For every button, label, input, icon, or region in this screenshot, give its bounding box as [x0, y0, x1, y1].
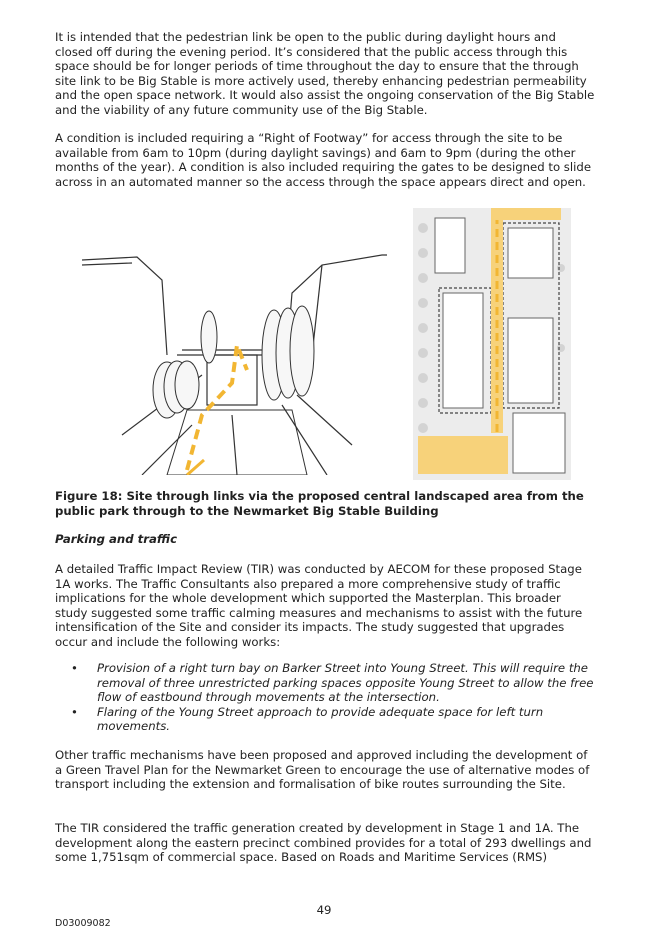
list-item: • Flaring of the Young Street approach to provide adequate space for left turn movements.: [71, 704, 544, 734]
paragraph-right-of-footway: A condition is included requiring a “Right of Footway” for access through the site to be available from 6am to 10pm (during daylight savings) and 6am to 9pm (during the other months of the year). A condition is also included requiring the gates to be designed to slide across in an automated manner so the access through the space appears direct and open.: [55, 131, 592, 189]
pedestrian-route-path: [187, 345, 247, 470]
paragraph-pedestrian-link: It is intended that the pedestrian link be open to the public during daylight hours and closed off during the evening period. It’s considered that the public access through this space should be for longer periods of time throughout the day to ensure that the through site link to be Big Stable is more actively used, thereby enhancing pedestrian permeability and the open space network. It would also assist the ongoing conservation of the Big Stable and the viability of any future community use of the Big Stable.: [55, 30, 595, 117]
bullet-text-right-turn: Provision of a right turn bay on Barker Street into Young Street. This will require the removal of three unrestricted parking spaces opposite Young Street to allow the free flow of eastbound through movements at the intersection.: [97, 661, 594, 705]
section-heading-parking: Parking and traffic: [55, 532, 178, 546]
paragraph-traffic-generation: The TIR considered the traffic generation created by development in Stage 1 and 1A. The development along the eastern precinct combined provides for a total of 293 dwellings and some 1,751sqm of commercial space. Based on Roads and Maritime Services (RMS): [55, 821, 592, 865]
list-item: • Provision of a right turn bay on Barker Street into Young Street. This will require the removal of three unrestricted parking spaces opposite Young Street to allow the free flow of eastbound through movements at the intersection.: [71, 661, 594, 705]
paragraph-green-travel-plan: Other traffic mechanisms have been proposed and approved including the development of a Green Travel Plan for the Newmarket Green to encourage the use of alternative modes of transport including the extension and formalisation of bike routes surrounding the Site.: [55, 748, 590, 792]
site-plan-figure: [413, 208, 571, 480]
public-park-area: [418, 436, 508, 474]
bullet-text-flaring: Flaring of the Young Street approach to provide adequate space for left turn movements.: [97, 704, 544, 734]
page-number: 49: [316, 903, 332, 917]
perspective-sketch-figure: [82, 235, 402, 475]
big-stable-area: [491, 208, 561, 220]
document-id: D03009082: [55, 918, 111, 929]
paragraph-traffic-review: A detailed Traffic Impact Review (TIR) was conducted by AECOM for these proposed Stage 1A works. The Traffic Consultants also prepared a more comprehensive study of traffic implications for the whole development which supported the Masterplan. This broader study suggested some traffic calming measures and mechanisms to assist with the future intensification of the Site and consider its impacts. The study suggested that upgrades occur and include the following works:: [55, 562, 583, 649]
figure-caption: Figure 18: Site through links via the proposed central landscaped area from the public park through to the Newmarket Big Stable Building: [55, 489, 584, 518]
bullet-list: [55, 661, 595, 734]
